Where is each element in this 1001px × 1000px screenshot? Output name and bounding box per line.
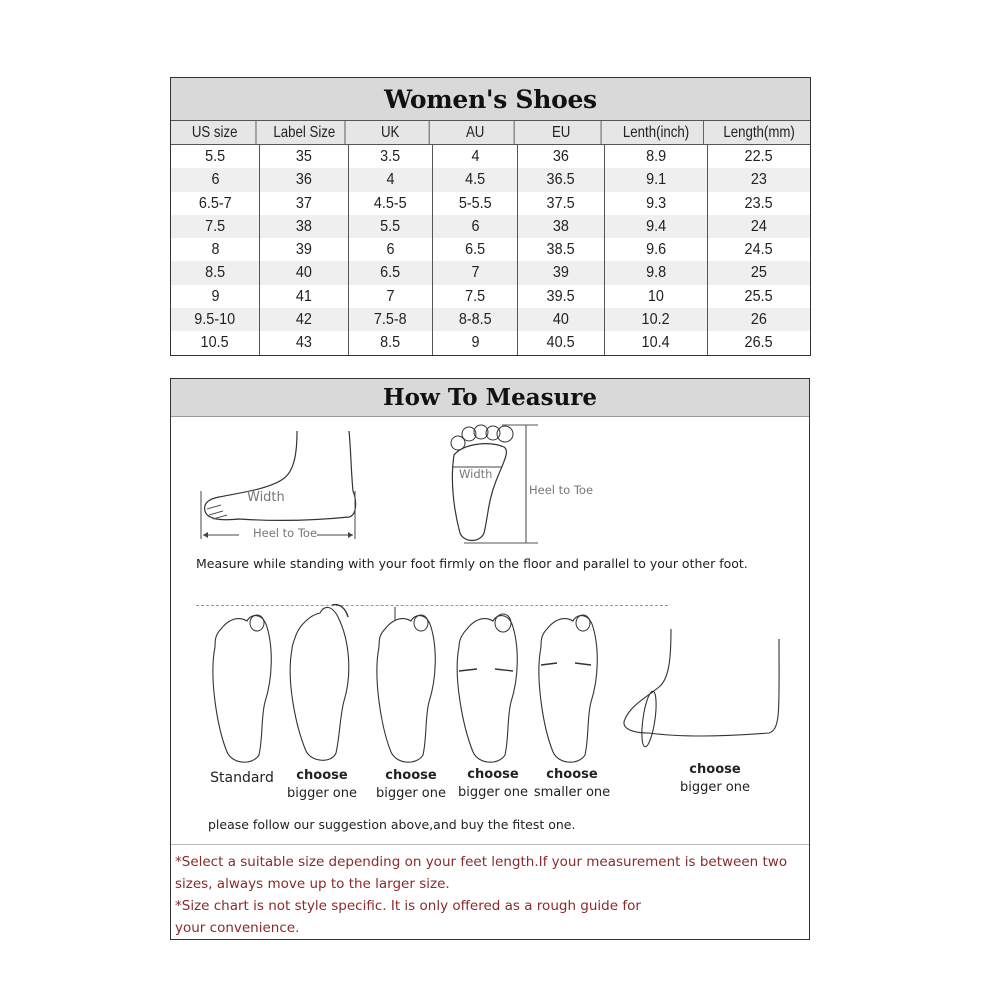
suggestion-text: please follow our suggestion above,and buy the fitest one. (208, 817, 576, 832)
table-cell: 26.5 (744, 334, 774, 352)
table-row (171, 145, 810, 168)
foot-label-long-second-toe: choose bigger one (375, 768, 447, 801)
table-cell: 9 (171, 285, 260, 308)
table-row (171, 331, 810, 354)
table-cell: 9.6 (605, 238, 708, 261)
table-cell: 25.5 (744, 287, 774, 305)
table-cell: 5-5.5 (433, 192, 518, 215)
table-cell: 43 (260, 331, 349, 354)
foot-long-second-toe-icon (371, 607, 441, 767)
table-cell: 9.3 (605, 192, 708, 215)
how-to-measure-panel (170, 378, 810, 940)
column-header-label-size: Label Size (264, 121, 346, 144)
table-cell: 9.4 (605, 215, 708, 238)
table-row (171, 238, 810, 261)
table-cell: 7 (349, 285, 433, 308)
table-cell: 6.5-7 (171, 192, 260, 215)
sole-length-label: Heel to Toe (529, 483, 594, 497)
foot-label-narrow: choose smaller one (533, 767, 611, 800)
table-cell: 4 (433, 145, 518, 168)
column-header-eu: EU (521, 121, 601, 144)
table-cell: 4 (349, 168, 433, 191)
table-cell: 6 (433, 215, 518, 238)
table-cell: 8-8.5 (433, 308, 518, 331)
foot-long-toe-icon (286, 601, 356, 766)
table-cell: 38.5 (518, 238, 605, 261)
size-notes (175, 851, 803, 939)
table-cell: 40 (260, 261, 349, 284)
table-cell: 10.4 (605, 331, 708, 354)
foot-label-long-toe: choose bigger one (286, 768, 358, 801)
table-row (171, 192, 810, 215)
table-cell: 41 (260, 285, 349, 308)
table-cell: 6.5 (433, 238, 518, 261)
table-cell: 22.5 (744, 148, 774, 165)
table-cell: 36 (260, 168, 349, 191)
table-row (171, 285, 810, 308)
table-cell: 8.5 (171, 261, 260, 284)
table-cell: 7.5 (171, 215, 260, 238)
table-cell: 10.5 (171, 331, 260, 354)
foot-high-instep-icon (619, 629, 779, 764)
side-foot-diagram (199, 431, 359, 541)
table-cell: 42 (260, 308, 349, 331)
table-cell: 24.5 (744, 241, 774, 259)
foot-label-high-instep: choose bigger one (679, 762, 751, 795)
table-cell: 4.5 (433, 168, 518, 191)
table-cell: 6 (171, 168, 260, 191)
table-cell: 8.5 (349, 331, 433, 354)
note-line: sizes, always move up to the larger size. (175, 876, 450, 892)
table-cell: 9.8 (605, 261, 708, 284)
table-body (171, 145, 810, 355)
table-cell: 36.5 (518, 168, 605, 191)
table-cell: 9.1 (605, 168, 708, 191)
table-header-row (171, 121, 810, 145)
table-cell: 24 (750, 217, 768, 235)
foot-label-wide: choose bigger one (457, 767, 529, 800)
table-cell: 6.5 (349, 261, 433, 284)
foot-wide-icon (451, 607, 526, 767)
how-to-measure-title: How To Measure (171, 379, 809, 417)
notes-divider (171, 844, 809, 845)
table-cell: 37 (260, 192, 349, 215)
note-line: *Size chart is not style specific. It is only offered as a rough guide for (175, 898, 641, 914)
table-cell: 6 (349, 238, 433, 261)
table-cell: 10.2 (605, 308, 708, 331)
table-row (171, 261, 810, 284)
table-cell: 38 (518, 215, 605, 238)
table-cell: 7.5-8 (349, 308, 433, 331)
table-cell: 10 (605, 285, 708, 308)
sole-width-label: Width (459, 467, 493, 481)
table-cell: 9.5-10 (171, 308, 260, 331)
table-cell: 25 (750, 264, 768, 282)
table-cell: 35 (260, 145, 349, 168)
foot-standard-icon (207, 607, 277, 767)
table-cell: 36 (518, 145, 605, 168)
table-cell: 7.5 (433, 285, 518, 308)
table-cell: 40 (518, 308, 605, 331)
table-cell: 3.5 (349, 145, 433, 168)
size-chart-table (170, 77, 811, 356)
foot-label-standard: Standard (210, 770, 274, 786)
table-cell: 37.5 (518, 192, 605, 215)
dashed-guide-line (196, 605, 668, 606)
table-cell: 5.5 (349, 215, 433, 238)
table-cell: 26 (750, 311, 768, 329)
table-cell: 7 (433, 261, 518, 284)
column-header-length-inch: Lenth(inch) (609, 121, 704, 144)
column-header-uk: UK (352, 121, 429, 144)
note-line: your convenience. (175, 920, 300, 936)
table-cell: 39.5 (518, 285, 605, 308)
column-header-au: AU (436, 121, 514, 144)
column-header-length-mm: Length(mm) (723, 124, 795, 141)
measure-instruction: Measure while standing with your foot firmly on the floor and parallel to your other foot. (196, 556, 748, 571)
table-cell: 8.9 (605, 145, 708, 168)
note-line: *Select a suitable size depending on your feet length.If your measurement is between two (175, 854, 788, 870)
foot-narrow-icon (533, 607, 603, 767)
column-header-us-size: US size (175, 121, 257, 144)
table-row (171, 168, 810, 191)
table-row (171, 308, 810, 331)
table-cell: 5.5 (171, 145, 260, 168)
table-cell: 39 (518, 261, 605, 284)
side-width-label: Width (247, 490, 285, 505)
size-chart-title: Women's Shoes (171, 78, 810, 121)
table-cell: 8 (171, 238, 260, 261)
table-cell: 4.5-5 (349, 192, 433, 215)
table-cell: 9 (433, 331, 518, 354)
table-cell: 23 (750, 171, 768, 189)
side-length-label: Heel to Toe (253, 526, 318, 540)
table-row (171, 215, 810, 238)
table-cell: 40.5 (518, 331, 605, 354)
table-cell: 23.5 (744, 194, 774, 212)
table-cell: 39 (260, 238, 349, 261)
table-cell: 38 (260, 215, 349, 238)
